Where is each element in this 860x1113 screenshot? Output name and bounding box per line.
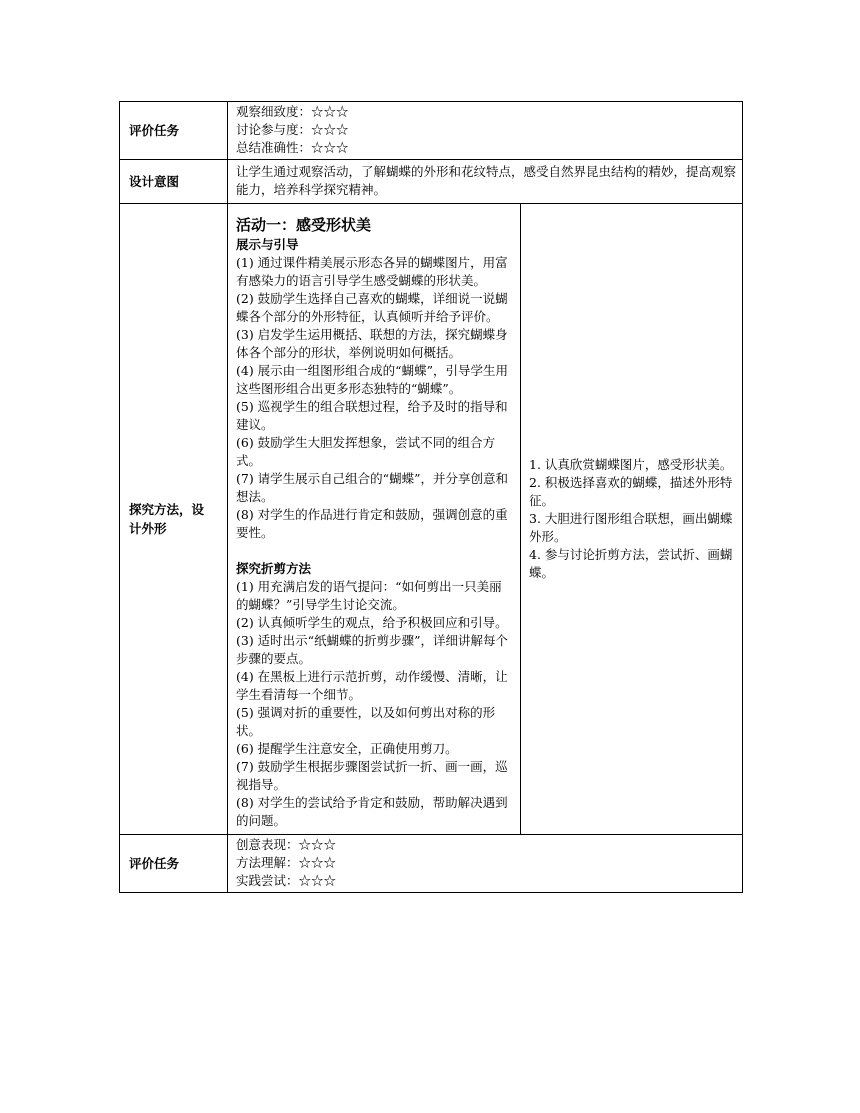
section-title: 探究折剪方法 bbox=[236, 561, 312, 576]
section-title: 展示与引导 bbox=[236, 237, 299, 252]
teacher-step: (2) 认真倾听学生的观点，给予积极回应和引导。 bbox=[236, 615, 508, 630]
teacher-step: (8) 对学生的作品进行肯定和鼓励，强调创意的重要性。 bbox=[236, 507, 508, 540]
evaluation-content-1 bbox=[228, 102, 743, 160]
activity-label bbox=[120, 204, 228, 835]
student-step: 4. 参与讨论折剪方法，尝试折、画蝴蝶。 bbox=[529, 547, 733, 580]
teacher-step: (4) 在黑板上进行示范折剪，动作缓慢、清晰，让学生看清每一个细节。 bbox=[236, 669, 508, 702]
evaluation-line: 讨论参与度：☆☆☆ bbox=[236, 122, 349, 137]
design-intent-row bbox=[120, 160, 743, 204]
teacher-step: (8) 对学生的尝试给予肯定和鼓励，帮助解决遇到的问题。 bbox=[236, 795, 508, 828]
student-step: 3. 大胆进行图形组合联想，画出蝴蝶外形。 bbox=[529, 511, 733, 544]
activity-title: 活动一：感受形状美 bbox=[236, 216, 372, 234]
student-step: 1. 认真欣赏蝴蝶图片，感受形状美。 bbox=[529, 457, 733, 472]
teacher-activity-cell bbox=[228, 204, 521, 835]
design-intent-text: 让学生通过观察活动，了解蝴蝶的外形和花纹特点，感受自然界昆虫结构的精妙，提高观察能力，培养科学探究精神。 bbox=[236, 164, 737, 197]
teacher-step: (7) 请学生展示自己组合的“蝴蝶”，并分享创意和想法。 bbox=[236, 471, 508, 504]
teacher-step: (3) 启发学生运用概括、联想的方法，探究蝴蝶身体各个部分的形状，举例说明如何概括。 bbox=[236, 327, 508, 360]
teacher-step: (1) 通过课件精美展示形态各异的蝴蝶图片，用富有感染力的语言引导学生感受蝴蝶的形状美。 bbox=[236, 255, 508, 288]
student-activity-cell bbox=[521, 204, 743, 835]
evaluation-line: 观察细致度：☆☆☆ bbox=[236, 104, 349, 119]
lesson-plan-table bbox=[119, 101, 743, 893]
student-step: 2. 积极选择喜欢的蝴蝶，描述外形特征。 bbox=[529, 475, 733, 508]
evaluation-label-1: 评价任务 bbox=[120, 102, 228, 160]
evaluation-row-1 bbox=[120, 102, 743, 160]
teacher-step: (5) 巡视学生的组合联想过程，给予及时的指导和建议。 bbox=[236, 399, 508, 432]
evaluation-line: 创意表现：☆☆☆ bbox=[236, 837, 337, 852]
teacher-step: (2) 鼓励学生选择自己喜欢的蝴蝶，详细说一说蝴蝶各个部分的外形特征，认真倾听并给予评价。 bbox=[236, 291, 508, 324]
evaluation-line: 实践尝试：☆☆☆ bbox=[236, 873, 337, 888]
teacher-step: (1) 用充满启发的语气提问：“如何剪出一只美丽的蝴蝶？”引导学生讨论交流。 bbox=[236, 579, 502, 612]
activity-label-line: 探究方法，设 bbox=[129, 502, 205, 517]
design-intent-label: 设计意图 bbox=[120, 160, 228, 204]
teacher-step: (5) 强调对折的重要性，以及如何剪出对称的形状。 bbox=[236, 705, 496, 738]
teacher-step: (4) 展示由一组图形组合成的“蝴蝶”，引导学生用这些图形组合出更多形态独特的“蝴蝶”。 bbox=[236, 363, 508, 396]
teacher-step: (3) 适时出示“纸蝴蝶的折剪步骤”，详细讲解每个步骤的要点。 bbox=[236, 633, 508, 666]
teacher-step: (7) 鼓励学生根据步骤图尝试折一折、画一画，巡视指导。 bbox=[236, 759, 508, 792]
evaluation-content-2 bbox=[228, 835, 743, 893]
evaluation-label-2: 评价任务 bbox=[120, 835, 228, 893]
activity-label-line: 计外形 bbox=[129, 521, 167, 536]
teacher-step: (6) 鼓励学生大胆发挥想象，尝试不同的组合方式。 bbox=[236, 435, 496, 468]
evaluation-row-2 bbox=[120, 835, 743, 893]
evaluation-line: 总结准确性：☆☆☆ bbox=[236, 140, 349, 155]
activity-row bbox=[120, 204, 743, 835]
design-intent-content bbox=[228, 160, 743, 204]
teacher-step: (6) 提醒学生注意安全，正确使用剪刀。 bbox=[236, 741, 458, 756]
evaluation-line: 方法理解：☆☆☆ bbox=[236, 855, 337, 870]
section-spacer bbox=[236, 542, 510, 560]
